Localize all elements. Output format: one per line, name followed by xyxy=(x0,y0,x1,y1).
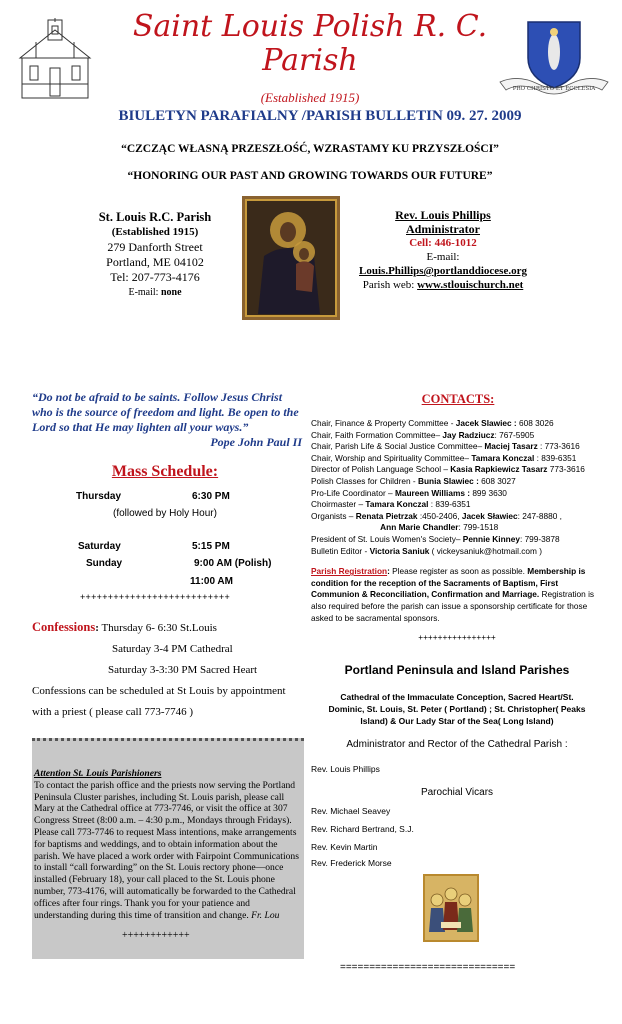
contact-line xyxy=(311,546,603,558)
registration-text1: Please register as soon as possible. xyxy=(389,566,528,577)
mass-sunday-day: Sunday xyxy=(86,558,123,569)
mass-saturday-day: Saturday xyxy=(78,541,121,552)
contact-line xyxy=(311,488,603,500)
contact-line xyxy=(311,476,603,488)
vicar-4: Rev. Frederick Morse xyxy=(311,858,392,868)
attention-signature: Fr. Lou xyxy=(251,909,280,921)
page-title xyxy=(110,10,510,78)
contact-text xyxy=(311,522,380,532)
mass-thursday-note: (followed by Holy Hour) xyxy=(113,508,217,519)
attention-heading: Attention St. Louis Parishioners xyxy=(34,768,162,779)
contact-text: : 773-3616 xyxy=(537,441,580,452)
contact-text: 608 3026 xyxy=(516,418,554,428)
rev-cell: Cell: 446-1012 xyxy=(409,237,477,249)
confessions-line3: Saturday 3-3:30 PM Sacred Heart xyxy=(108,664,258,676)
peninsula-admin-name: Rev. Louis Phillips xyxy=(311,764,380,774)
motto-english: “HONORING OUR PAST AND GROWING TOWARDS OUR FUTURE” xyxy=(127,170,493,182)
attention-body: To contact the parish office and the priests now serving the Portland Peninsula Cluster parishes, including St. Louis parish, please call Mary at the Cathedral office at 773-7746, or visit the office at 307 Congress Street (8:00 a.m. – 4:30 p.m., Mondays through Fridays). Please call 773-7746 to request Mass intentions, make arrangements for baptisms and weddings, and to obtain information about the parish. We have placed a work order with Fairpoint Communications to install “call forwarding” on the St. Louis rectory phone—once installed (February 18), your call placed to the St. Louis phone number, 773-4176, will automatically be forwarded to the Cathedral offices after four rings. Thank you for your patience and understanding during this time of transition and change. xyxy=(34,779,299,921)
registration-bold: Membership is condition for the reception of the Sacraments of Baptism, First Communion & Reconciliation, Confirmation and Marriage. xyxy=(311,566,586,600)
contact-name: Jacek Sławiec xyxy=(461,510,518,521)
church-drawing xyxy=(16,18,94,100)
peninsula-parishes: Cathedral of the Immaculate Conception, Sacred Heart/St. Dominic, St. Louis, St. Peter ( Portland) ; St. Christopher( Peaks Island) & Our Lady Star of the Sea( Long Island) xyxy=(328,692,586,726)
contact-text: : 839-6351 xyxy=(534,452,577,463)
parish-email-value: none xyxy=(160,287,182,298)
contact-text: ( vickeysaniuk@hotmail.com ) xyxy=(429,545,542,556)
peninsula-admin-label: Administrator and Rector of the Cathedral Parish : xyxy=(346,739,568,750)
confessions-line2: Saturday 3-4 PM Cathedral xyxy=(112,643,233,655)
administrator-info xyxy=(345,208,541,292)
parish-phone: Tel: 207-773-4176 xyxy=(110,270,200,284)
contact-text: 773-3616 xyxy=(547,464,585,475)
contact-text: : 799-1518 xyxy=(458,522,499,533)
rev-name: Rev. Louis Phillips xyxy=(395,208,491,222)
parish-address1: 279 Danforth Street xyxy=(107,240,203,254)
contact-text: :450-2406, xyxy=(417,510,462,521)
contact-text: 608 3027 xyxy=(481,475,516,486)
confessions-line1: Thursday 6- 6:30 St.Louis xyxy=(101,622,217,634)
parish-established: (Established 1915) xyxy=(111,226,199,238)
bulletin-date: 09. 27. 2009 xyxy=(446,108,522,124)
rev-web-label: Parish web: xyxy=(362,279,418,291)
contact-text: Choirmaster – xyxy=(311,499,366,510)
confessions-section xyxy=(32,617,307,723)
contact-text: Chair, Worship and Spirituality Committee– xyxy=(311,452,472,463)
contact-text: : 247-8880 , xyxy=(517,510,562,521)
parish-name: St. Louis R.C. Parish xyxy=(98,210,212,224)
quote-author: Pope John Paul II xyxy=(210,435,302,449)
contact-text: Director of Polish Language School – xyxy=(311,464,451,475)
quote-text: “Do not be afraid to be saints. Follow Jesus Christ who is the source of freedom and light. Be open to the Lord so that He may lighten all your ways.” xyxy=(32,390,299,434)
madonna-icon-image xyxy=(242,196,340,320)
contact-name: Maureen Williams : xyxy=(394,487,471,498)
contact-name: Victoria Saniuk xyxy=(369,545,430,556)
contact-name: Jay Radziucz xyxy=(442,429,495,440)
contact-name: Bunia Slawiec : xyxy=(417,475,482,486)
contact-name: Renata Pietrzak xyxy=(355,510,418,521)
contact-line xyxy=(311,534,603,546)
title-line2: Parish xyxy=(262,43,358,78)
registration-text2: Registration is also required before the parish can issue a sponsorship certificate for those asked to be sacramental sponsors. xyxy=(311,589,595,623)
contact-text: Chair, Finance & Property Committee - xyxy=(311,418,456,428)
contact-name: Tamara Konczal xyxy=(365,499,429,510)
title-line1: Saint Louis Polish R. C. xyxy=(132,9,488,44)
contact-text: : 767-5905 xyxy=(494,429,535,440)
parish-info xyxy=(60,210,250,300)
confessions-label: Confessions xyxy=(32,620,96,634)
contact-text: Chair, Faith Formation Committee– xyxy=(311,429,443,440)
registration-label: Parish Registration xyxy=(311,566,388,577)
peninsula-vicars-label: Parochial Vicars xyxy=(420,787,494,798)
contact-name: Kasia Rapkiewicz Tasarz xyxy=(450,464,548,475)
contacts-title: CONTACTS: xyxy=(421,392,495,406)
pope-quote xyxy=(32,390,302,450)
mass-thursday-day: Thursday xyxy=(76,491,122,502)
vicar-1: Rev. Michael Seavey xyxy=(311,806,391,816)
contacts-list xyxy=(311,418,603,644)
contact-name: Tamara Konczal xyxy=(471,452,535,463)
contact-text: Organists – xyxy=(311,510,356,521)
parish-email-label: E-mail: xyxy=(128,287,161,298)
parish-registration xyxy=(311,566,603,624)
contact-text: Polish Classes for Children - xyxy=(311,475,418,486)
attention-divider: ++++++++++++ xyxy=(122,930,190,941)
contact-line xyxy=(311,430,603,442)
contact-text: Bulletin Editor - xyxy=(311,545,370,556)
contact-line xyxy=(311,499,603,511)
rev-email-label: E-mail: xyxy=(426,251,460,263)
confessions-line5: with a priest ( please call 773-7746 ) xyxy=(32,706,193,718)
contact-line xyxy=(311,511,603,523)
contact-line xyxy=(311,418,603,430)
crest-ribbon-text: PRO CHRISTO ET ECCLESIA xyxy=(512,86,596,92)
contact-text: Chair, Parish Life & Social Justice Committee– xyxy=(311,441,485,452)
bulletin-heading xyxy=(40,108,600,125)
rev-role: Administrator xyxy=(406,222,480,236)
confessions-line4: Confessions can be scheduled at St Louis by appointment xyxy=(32,685,286,697)
contact-line xyxy=(311,464,603,476)
contact-text: President of St. Louis Women's Society– xyxy=(311,533,463,544)
mass-saturday-time: 5:15 PM xyxy=(192,541,230,552)
contact-name: Jacek Slawiec : xyxy=(455,418,517,428)
contact-text: 899 3630 xyxy=(470,487,507,498)
contact-text: Pro-Life Coordinator – xyxy=(311,487,395,498)
parish-address2: Portland, ME 04102 xyxy=(106,255,204,269)
established-caption: (Established 1915) xyxy=(260,90,360,105)
contacts-divider: ++++++++++++++++ xyxy=(418,632,496,643)
trinity-icon-image xyxy=(423,874,479,942)
mass-schedule-title: Mass Schedule: xyxy=(111,463,219,480)
contact-name: Maciej Tasarz xyxy=(484,441,538,452)
bulletin-label: BIULETYN PARAFIALNY /PARISH BULLETIN xyxy=(118,108,443,124)
mass-thursday-time: 6:30 PM xyxy=(192,491,230,502)
diocese-crest xyxy=(498,18,610,96)
registration-colon: : xyxy=(387,566,390,577)
mass-sunday-time2: 11:00 AM xyxy=(190,576,233,587)
mass-divider: +++++++++++++++++++++++++++ xyxy=(80,592,231,602)
contact-line xyxy=(311,453,603,465)
contact-text: : 839-6351 xyxy=(428,499,471,510)
peninsula-divider: ============================== xyxy=(340,962,516,973)
attention-box xyxy=(32,738,304,959)
contact-name: Ann Marie Chandler xyxy=(380,522,459,533)
mass-sunday-time1: 9:00 AM (Polish) xyxy=(194,558,272,569)
motto-polish: “CZCZĄC WŁASNĄ PRZESZŁOŚĆ, WZRASTAMY KU PRZYSZŁOŚCI” xyxy=(121,143,499,155)
confessions-colon: : xyxy=(95,622,99,634)
contact-line xyxy=(311,441,603,453)
peninsula-title: Portland Peninsula and Island Parishes xyxy=(344,663,570,677)
vicar-3: Rev. Kevin Martin xyxy=(311,842,378,852)
vicar-2: Rev. Richard Bertrand, S.J. xyxy=(311,824,414,834)
contact-name: Pennie Kinney xyxy=(462,533,520,544)
rev-email-link[interactable]: Louis.Phillips@portlanddiocese.org xyxy=(359,265,527,277)
rev-web-link[interactable]: www.stlouischurch.net xyxy=(417,279,524,291)
contact-line xyxy=(311,522,603,534)
contact-text: : 799-3878 xyxy=(519,533,560,544)
